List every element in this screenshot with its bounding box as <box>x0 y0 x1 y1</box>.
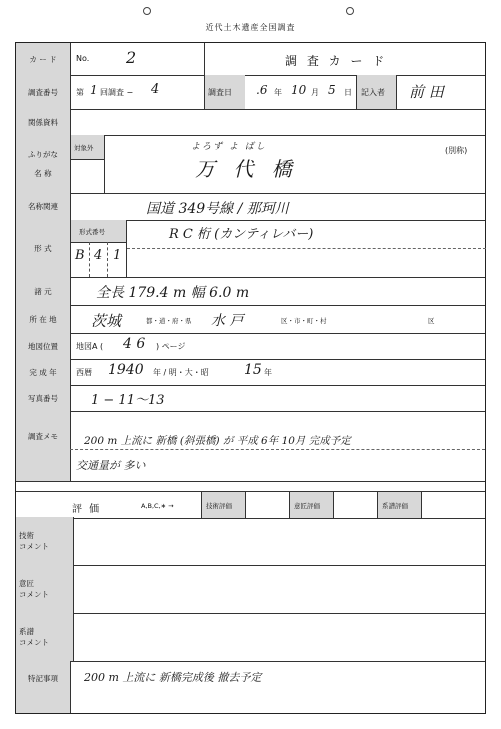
date-year-value: .6 <box>256 83 268 97</box>
label-map-pos: 地図位置 <box>16 333 71 359</box>
label-eval-scale: A,B,C,∗ → <box>141 502 174 510</box>
recorder-value-cell <box>396 75 486 109</box>
survey-card <box>15 42 486 714</box>
row-form <box>16 220 485 278</box>
punch-hole-right <box>346 7 354 15</box>
photo-no-value: 1 − 11〜13 <box>91 393 165 408</box>
label-no: No. <box>76 54 90 63</box>
year-showa-value: 15 <box>244 362 262 378</box>
row-design-comment <box>16 565 485 614</box>
prefecture-value: 茨城 <box>91 312 122 330</box>
label-tech-comment: 技術 コメント <box>16 517 74 565</box>
row-map <box>16 333 485 360</box>
design-eval-value <box>333 492 378 518</box>
survey-round-prefix: 第 <box>76 88 84 97</box>
location-prefecture-label: 都・道・府・県 <box>146 317 192 325</box>
label-photo-no: 写真番号 <box>16 385 71 411</box>
form-desc-cell <box>126 220 486 277</box>
label-name: 名 称 <box>34 169 52 178</box>
type-code-2: 4 <box>94 248 103 263</box>
label-evaluation: 評 価 <box>72 504 102 515</box>
date-month-value: 10 <box>291 83 307 97</box>
label-alias: (別称) <box>445 146 468 155</box>
target-outside-box <box>70 159 105 193</box>
location-ku-label: 区 <box>428 317 435 325</box>
date-day-value: 5 <box>328 83 336 97</box>
special-notes-value: 200 m 上流に 新橋完成後 撤去予定 <box>84 671 262 684</box>
label-day: 日 <box>344 88 352 97</box>
label-month: 月 <box>311 88 319 97</box>
row-related-docs <box>16 109 485 136</box>
punch-hole-left <box>143 7 151 15</box>
label-recorder: 記入者 <box>361 88 385 97</box>
survey-round-value: 1 <box>90 83 98 97</box>
survey-round-number: 4 <box>151 82 160 97</box>
lineage-eval-cell <box>377 492 422 518</box>
bridge-name: 万 代 橋 <box>195 157 298 181</box>
recorder-label-cell <box>356 75 397 109</box>
survey-round-label: 回調査 − <box>100 88 134 97</box>
recorder-name: 前 田 <box>409 83 444 101</box>
label-lineage-comment: 系譜 コメント <box>16 613 74 661</box>
label-special-notes: 特記事項 <box>16 661 71 713</box>
card-no-value: 2 <box>126 48 137 67</box>
survey-date-label-cell <box>204 75 245 109</box>
row-lineage-comment <box>16 613 485 662</box>
era-suffix: 年 <box>264 368 272 377</box>
era-prefix: 西暦 <box>76 368 92 377</box>
row-name-related <box>16 193 485 221</box>
era-mid: 年 / 明・大・昭 <box>153 368 209 377</box>
row-special-notes <box>16 661 485 713</box>
label-form: 形 式 <box>16 220 71 277</box>
target-outside-cell <box>70 135 105 160</box>
label-target-outside: 対象外 <box>74 144 94 152</box>
card-title: 調 査 カ ー ド <box>285 54 388 68</box>
type-code-1: B <box>75 248 85 263</box>
type-code-divider-1 <box>89 242 90 277</box>
type-code-divider-2 <box>107 242 108 277</box>
type-code-box <box>70 242 127 277</box>
city-value: 水 戸 <box>211 313 244 329</box>
label-furigana: ふりがな <box>28 150 58 159</box>
row-photo <box>16 385 485 412</box>
row-specs <box>16 277 485 306</box>
label-card: カ ー ド <box>16 43 71 75</box>
label-type-no: 形式番号 <box>79 228 105 236</box>
card-title-cell <box>204 43 486 75</box>
row-evaluation <box>16 491 485 519</box>
row-card <box>16 43 485 76</box>
row-survey-no <box>16 75 485 110</box>
tech-eval-cell <box>201 492 246 518</box>
label-completed: 完 成 年 <box>16 359 71 385</box>
memo-line-2: 交通量が 多い <box>76 459 146 472</box>
name-related-value: 国道 349号線 / 那珂川 <box>146 201 289 217</box>
row-location <box>16 305 485 334</box>
label-survey-no: 調査番号 <box>16 75 71 109</box>
label-name-related: 名称関連 <box>16 193 71 220</box>
form-dash-line <box>127 248 486 249</box>
label-related-docs: 関係資料 <box>16 109 71 135</box>
design-eval-cell <box>289 492 334 518</box>
label-year: 年 <box>274 88 282 97</box>
map-page-value: 4 6 <box>123 336 146 352</box>
survey-header: 近代土木遺産全国調査 <box>205 23 296 32</box>
label-survey-date: 調査日 <box>208 88 232 97</box>
lineage-eval-value <box>421 492 486 518</box>
specs-value: 全長 179.4 m 幅 6.0 m <box>96 285 250 301</box>
row-name <box>16 135 485 194</box>
label-furigana-name <box>16 135 71 193</box>
year-western-value: 1940 <box>108 362 144 378</box>
label-lineage-eval: 系譜評価 <box>382 502 408 510</box>
form-desc: R C 桁 (カンティレバー) <box>169 227 314 242</box>
map-suffix: ) ページ <box>156 342 186 351</box>
furigana-value: よろず よ ばし <box>191 142 267 152</box>
tech-eval-value <box>245 492 290 518</box>
row-tech-comment <box>16 517 485 566</box>
row-completed <box>16 359 485 386</box>
label-tech-eval: 技術評価 <box>206 502 232 510</box>
memo-dash-line <box>70 449 485 450</box>
type-code-3: 1 <box>113 248 122 263</box>
label-memo: 調査メモ <box>16 411 71 481</box>
memo-line-1: 200 m 上流に 新橋 (斜張橋) が 平成 6年 10月 完成予定 <box>84 435 351 447</box>
label-specs: 諸 元 <box>16 277 71 305</box>
label-location: 所 在 地 <box>16 305 71 333</box>
name-value-cell <box>104 135 486 193</box>
location-ward-label: 区・市・町・村 <box>281 317 327 325</box>
row-memo <box>16 411 485 482</box>
type-no-label-cell <box>70 220 127 243</box>
label-design-comment: 意匠 コメント <box>16 565 74 613</box>
label-design-eval: 意匠評価 <box>294 502 320 510</box>
map-prefix: 地図A ( <box>76 342 104 351</box>
